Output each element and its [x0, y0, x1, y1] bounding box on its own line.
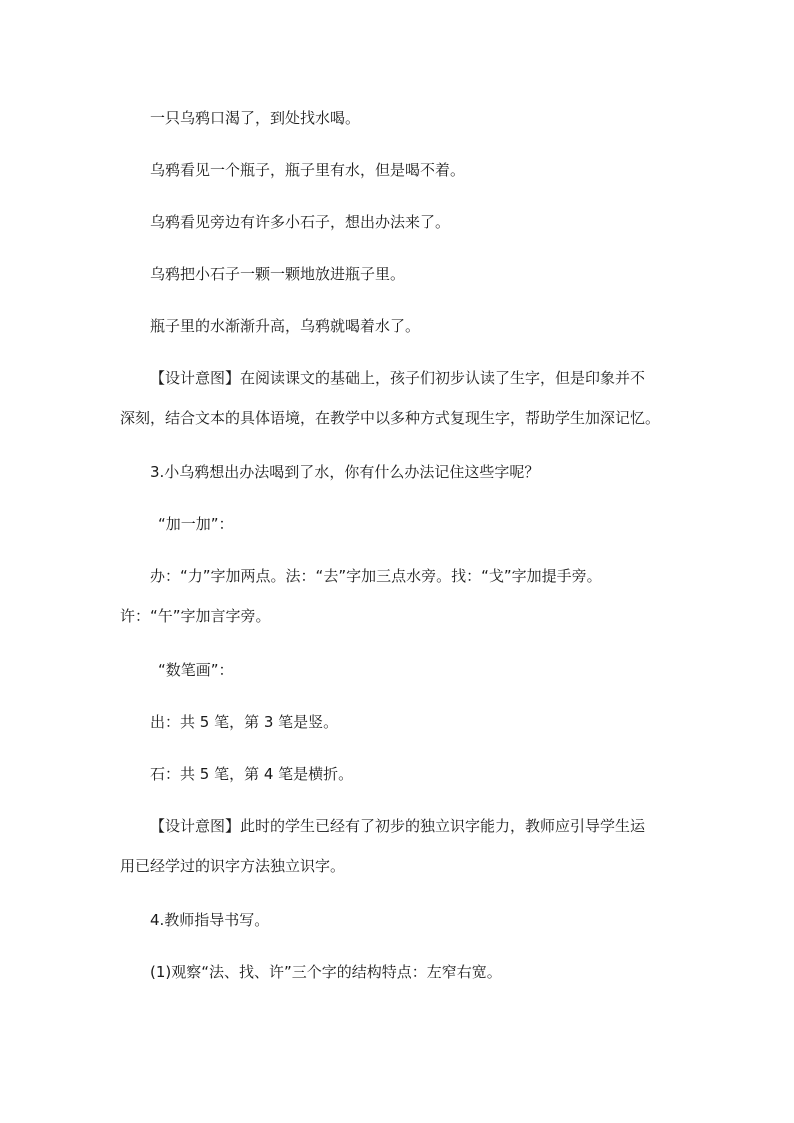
design-intent-2-line-2: 用已经学过的识字方法独立识字。	[120, 857, 346, 875]
design-intent-1-line-1: 【设计意图】在阅读课文的基础上，孩子们初步认读了生字，但是印象并不	[150, 369, 646, 387]
paragraph-line-1: 一只乌鸦口渴了，到处找水喝。	[150, 109, 361, 127]
stroke-count-chu: 出：共 5 笔，第 3 笔是竖。	[150, 713, 339, 731]
method-add-line-2: 许：“午”字加言字旁。	[120, 607, 271, 625]
paragraph-line-5: 瓶子里的水渐渐升高，乌鸦就喝着水了。	[150, 317, 421, 335]
method-count-title: “数笔画”：	[158, 661, 234, 679]
paragraph-line-4: 乌鸦把小石子一颗一颗地放进瓶子里。	[150, 265, 406, 283]
stroke-count-shi: 石：共 5 笔，第 4 笔是横折。	[150, 765, 354, 783]
design-intent-1-line-2: 深刻，结合文本的具体语境，在教学中以多种方式复现生字，帮助学生加深记忆。	[120, 409, 661, 427]
step-4-heading: 4.教师指导书写。	[150, 911, 270, 929]
method-add-line-1: 办：“力”字加两点。法：“去”字加三点水旁。找：“戈”字加提手旁。	[150, 567, 602, 585]
design-intent-2-line-1: 【设计意图】此时的学生已经有了初步的独立识字能力，教师应引导学生运	[150, 817, 646, 835]
method-add-title: “加一加”：	[158, 515, 234, 533]
paragraph-line-3: 乌鸦看见旁边有许多小石子，想出办法来了。	[150, 213, 451, 231]
writing-guidance-1: (1)观察“法、找、许”三个字的结构特点：左窄右宽。	[150, 963, 502, 981]
paragraph-line-2: 乌鸦看见一个瓶子，瓶子里有水，但是喝不着。	[150, 161, 466, 179]
step-3-heading: 3.小乌鸦想出办法喝到了水，你有什么办法记住这些字呢？	[150, 463, 540, 481]
